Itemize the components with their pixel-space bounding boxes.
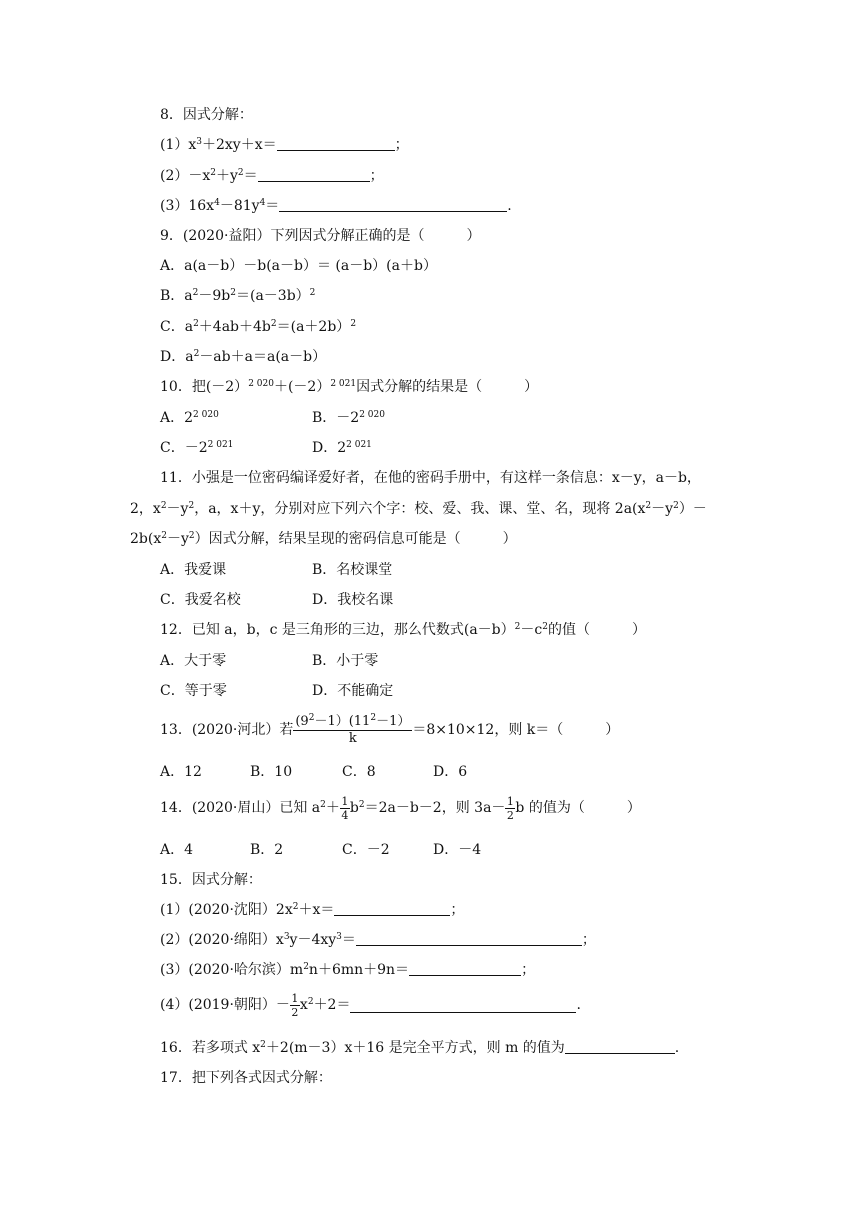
q10-stem: 10．把(－2）$^{2 020}$＋(－2）$^{2 021}$因式分解的结果是（ ） [160,379,539,395]
q15-part2: (2）(2020·绵阳）$x^3y-4xy^3=$ ； [160,932,596,948]
q10-option-d[interactable]: D．$2^{2 021}$ [312,440,372,456]
q13-fraction: $\frac{(9^2-1)(11^2-1)}{k}$ [295,712,411,746]
q10-option-c[interactable]: C．$-2^{2 021}$ [160,440,234,456]
q13-stem: 13．(2020·河北）若 $\frac{(9^2-1)(11^2-1)}{k}$ ＝8×10×12，则 k＝（ ） [160,712,620,746]
q12-option-d[interactable]: D．不能确定 [312,683,394,699]
q11-option-d[interactable]: D．我校名课 [312,592,394,608]
q8-part3: $(3)16x^4-81y^4=$ . [160,198,512,214]
q9-option-c[interactable]: C．$a^2+4ab+4b^2=(a+2b)^2$ [160,319,357,335]
q14-stem: 14．(2020·眉山）已知 $a^2+$ $\frac{1}{4}$ $b^2=2a-b-2$，则 3a－ $\frac{1}{2}$ b 的值为（ ） [160,794,641,822]
q8-part2: $(2)-x^2+y^2=$ ； [160,168,384,184]
q13-option-b[interactable]: B．10 [250,764,293,780]
q11-stem-line1: 11．小强是一位密码编译爱好者，在他的密码手册中，有这样一条信息：x－y，a－b， [160,470,701,486]
q13-option-d[interactable]: D．6 [433,764,468,780]
q12-option-b[interactable]: B．小于零 [312,653,379,669]
answer-blank[interactable] [350,998,576,1013]
answer-blank[interactable] [334,901,450,916]
q8-part1: $(1)x^3+2xy+x=$ ； [160,137,409,153]
q14-option-d[interactable]: D．－4 [433,842,482,858]
q16-stem: 16．若多项式 $x^2+2(m-3)x+16$ 是完全平方式，则 m 的值为 . [160,1040,680,1056]
answer-blank[interactable] [279,197,507,212]
q14-option-c[interactable]: C．－2 [342,842,390,858]
q12-stem: 12．已知 a，b，c 是三角形的三边，那么代数式$(a-b)^2-c^2$的值（ ） [160,622,646,638]
answer-blank[interactable] [258,167,370,182]
q14-option-b[interactable]: B．2 [250,842,284,858]
q15-part3: (3）(2020·哈尔滨）$m^2n+6mn+9n=$ ； [160,962,536,978]
q11-option-c[interactable]: C．我爱名校 [160,592,241,608]
q15-title: 15．因式分解： [160,872,262,888]
q9-stem: 9．(2020·益阳）下列因式分解正确的是（ ） [160,228,481,244]
q11-stem-line2: 2，$x^2-y^2$，a，x＋y，分别对应下列六个字：校、爱、我、课、堂、名，现将 $2a(x^2-y^2)-$ [130,501,707,517]
q9-option-d[interactable]: D．$a^2-ab+a=a(a-b)$ [160,349,327,365]
q8-title: 8．因式分解： [160,107,253,123]
q13-option-a[interactable]: A．12 [160,764,202,780]
q12-option-c[interactable]: C．等于零 [160,683,227,699]
answer-blank[interactable] [277,136,395,151]
q13-option-c[interactable]: C．8 [342,764,376,780]
q9-option-b[interactable]: B．$a^2-9b^2=(a-3b)^2$ [160,288,316,304]
q11-option-b[interactable]: B．名校课堂 [312,562,393,578]
fraction-one-quarter: $\frac{1}{4}$ [341,794,349,822]
fraction-one-half: $\frac{1}{2}$ [291,991,299,1019]
fraction-one-half: $\frac{1}{2}$ [506,794,514,822]
q11-stem-line3: $2b(x^2-y^2)$因式分解，结果呈现的密码信息可能是（ ） [130,531,517,547]
q12-option-a[interactable]: A．大于零 [160,653,227,669]
q15-part1: (1）(2020·沈阳）$2x^2+x=$ ； [160,902,465,918]
answer-blank[interactable] [356,931,582,946]
q15-part4: (4）(2019·朝阳）－ $\frac{1}{2}$ $x^2+2=$ . [160,991,581,1019]
answer-blank[interactable] [565,1039,675,1054]
q17-title: 17．把下列各式因式分解： [160,1070,332,1086]
q11-option-a[interactable]: A．我爱课 [160,562,227,578]
q10-option-b[interactable]: B．$-2^{2 020}$ [312,410,385,426]
answer-blank[interactable] [409,961,521,976]
q14-option-a[interactable]: A．4 [160,842,194,858]
q9-option-a[interactable]: A．a(a－b）－b(a－b）＝ (a－b）(a＋b） [160,258,437,274]
q10-option-a[interactable]: A．$2^{2 020}$ [160,410,219,426]
